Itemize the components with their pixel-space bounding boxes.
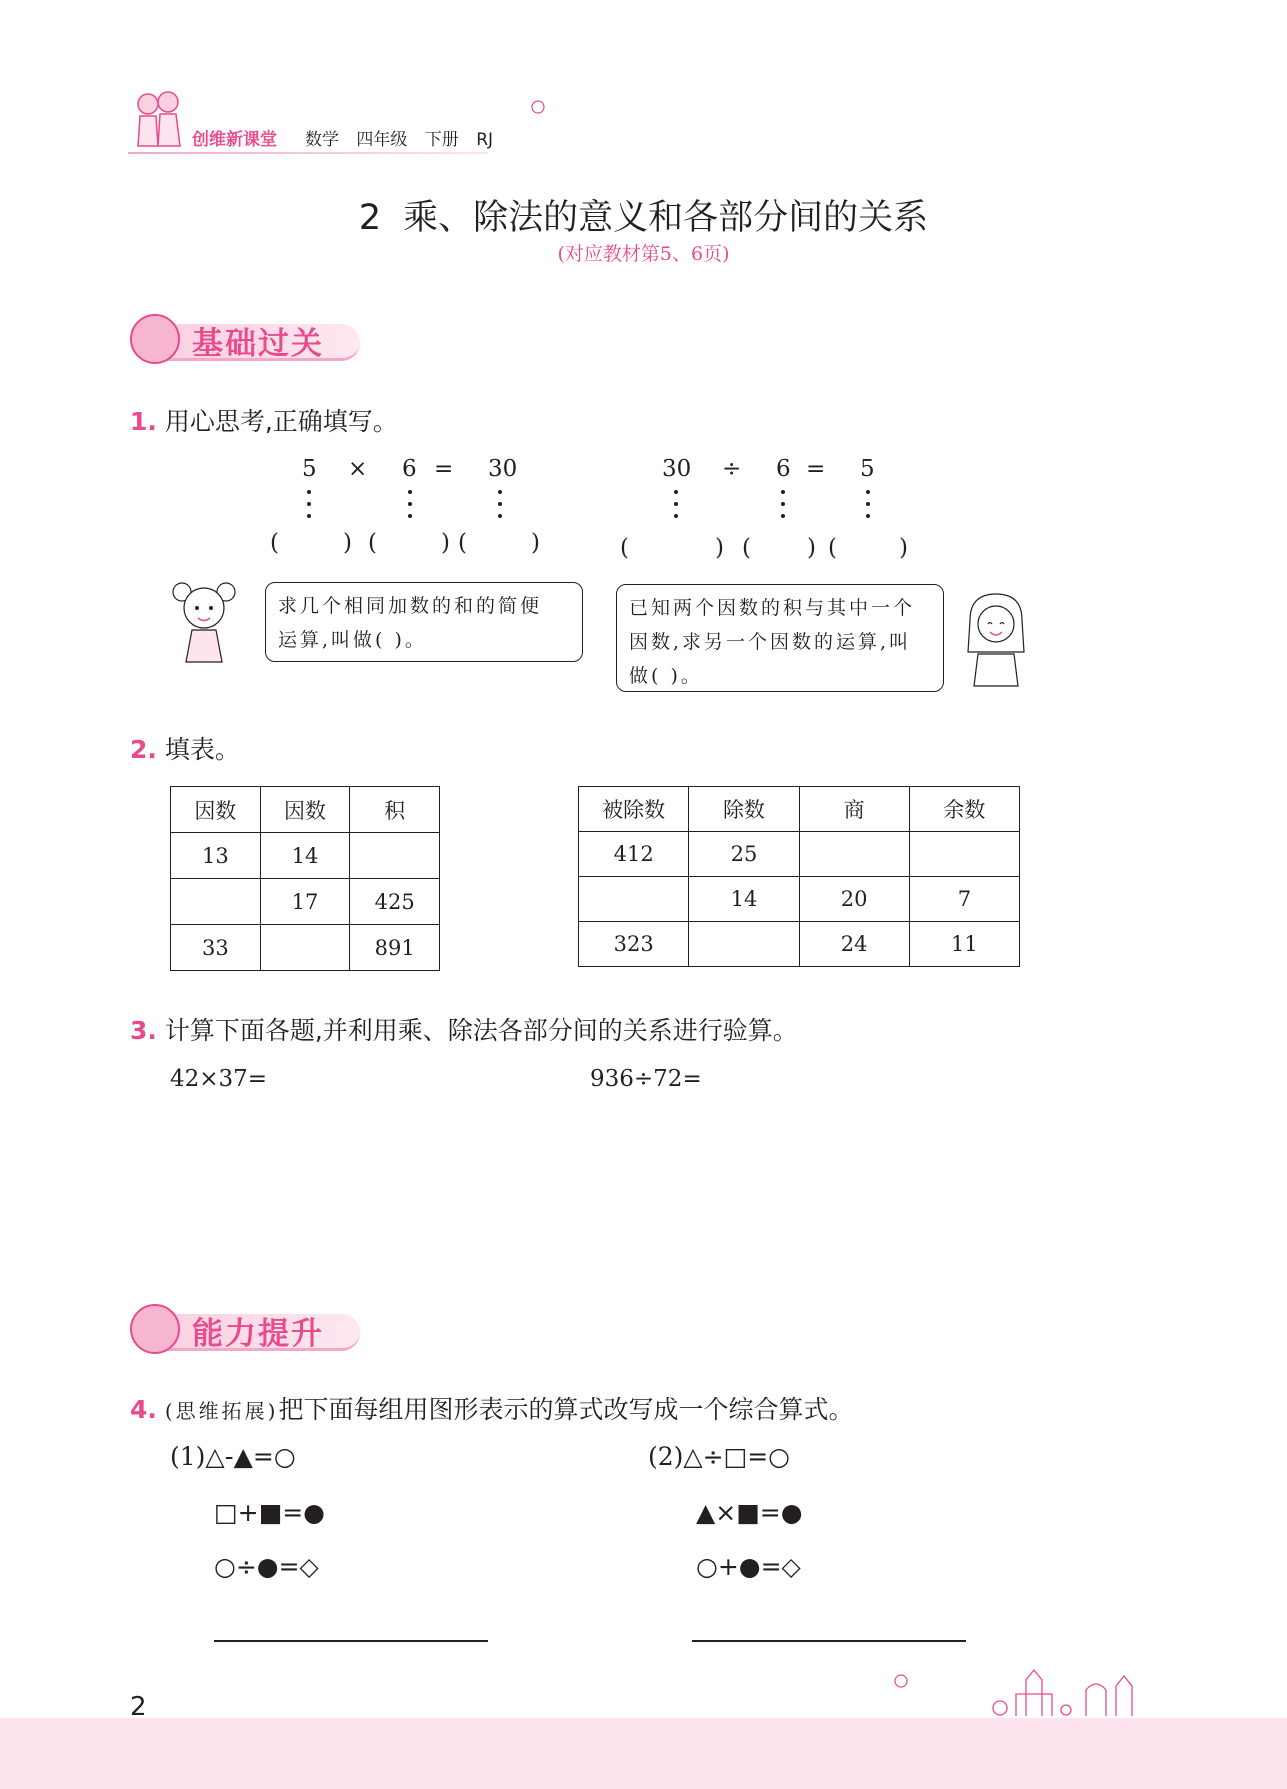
eq1-op: ×	[348, 456, 368, 482]
table-cell: 425	[350, 879, 440, 925]
eq1-c: 30	[488, 456, 518, 482]
table-cell: 891	[350, 925, 440, 971]
question-number: 1.	[130, 407, 157, 436]
page-number: 2	[130, 1692, 147, 1722]
table-cell: 323	[579, 922, 689, 967]
edition-label: RJ	[476, 130, 494, 150]
eq2-dots	[664, 488, 884, 522]
table-row	[579, 922, 1020, 967]
division-table	[578, 786, 1020, 967]
table-cell: 11	[909, 922, 1019, 967]
table-row	[171, 879, 440, 925]
kids-logo-icon	[128, 86, 188, 156]
table-cell-blank[interactable]	[579, 877, 689, 922]
group2-line2: ▲×■=●	[696, 1498, 803, 1527]
table-header: 商	[799, 787, 909, 832]
table-cell-blank[interactable]	[260, 925, 350, 971]
question-3	[130, 1011, 798, 1047]
bubble-right-line3: 做( )。	[629, 665, 703, 687]
section-badge-icon	[130, 1304, 180, 1354]
table-cell-blank[interactable]	[799, 832, 909, 877]
grade-label: 四年级	[356, 130, 408, 150]
question-text: 填表。	[164, 735, 240, 764]
eq1-b: 6	[402, 456, 417, 482]
question-number: 4.	[130, 1395, 157, 1424]
factor-table	[170, 786, 440, 971]
castle-icon	[986, 1650, 1166, 1718]
table-row	[171, 833, 440, 879]
answer-line-1[interactable]	[214, 1640, 488, 1642]
table-row	[171, 925, 440, 971]
table-header: 因数	[171, 787, 261, 833]
bubble-left-line1: 求几个相同加数的和的简便	[278, 595, 543, 617]
section-label: 基础过关	[192, 326, 324, 362]
subject-label: 数学	[305, 130, 339, 150]
table-cell: 412	[579, 832, 689, 877]
eq2-blank-3[interactable]: ( )	[828, 535, 908, 561]
section-basic	[130, 310, 370, 366]
eq1-dots	[300, 488, 520, 522]
lesson-subtitle: (对应教材第5、6页)	[557, 243, 730, 265]
section-badge-icon	[130, 314, 180, 364]
group1-line2: □+■=●	[214, 1498, 325, 1527]
table-cell: 17	[260, 879, 350, 925]
footer-band	[0, 1718, 1287, 1789]
group1-line3: ○÷●=◇	[214, 1552, 319, 1581]
calc-1[interactable]: 42×37=	[170, 1066, 268, 1092]
eq1-blank-2[interactable]: ( )	[368, 530, 450, 556]
calc-2[interactable]: 936÷72=	[590, 1066, 702, 1092]
table-header: 除数	[689, 787, 799, 832]
table-cell: 24	[799, 922, 909, 967]
flower-icon	[528, 98, 548, 116]
table-header: 余数	[909, 787, 1019, 832]
bubble-left-line2: 运算,叫做( )。	[278, 629, 427, 651]
group2-line3: ○+●=◇	[696, 1552, 801, 1581]
question-2	[130, 730, 240, 766]
table-header: 积	[350, 787, 440, 833]
table-cell: 25	[689, 832, 799, 877]
eq2-b: 6	[776, 456, 791, 482]
answer-line-2[interactable]	[692, 1640, 966, 1642]
volume-label: 下册	[424, 130, 459, 150]
table-cell: 20	[799, 877, 909, 922]
question-4	[130, 1390, 853, 1426]
eq2-eq: =	[806, 456, 826, 482]
eq1-blank-3[interactable]: ( )	[458, 530, 540, 556]
eq2-c: 5	[860, 456, 875, 482]
question-1	[130, 402, 398, 438]
table-cell: 33	[171, 925, 261, 971]
group2-line1: (2)△÷□=○	[648, 1442, 790, 1471]
eq2-blank-1[interactable]: ( )	[620, 535, 724, 561]
girl-right-icon	[962, 590, 1030, 688]
table-cell: 14	[689, 877, 799, 922]
table-cell-blank[interactable]	[909, 832, 1019, 877]
eq2-blank-2[interactable]: ( )	[742, 535, 816, 561]
lesson-number: 2	[358, 198, 382, 238]
header-divider	[128, 152, 488, 154]
table-row	[579, 877, 1020, 922]
question-number: 2.	[130, 735, 157, 764]
group2-label: (2)	[648, 1442, 684, 1471]
lesson-title-text: 乘、除法的意义和各部分间的关系	[403, 198, 929, 238]
table-cell: 7	[909, 877, 1019, 922]
question-number: 3.	[130, 1016, 157, 1045]
brand-name: 创维新课堂	[192, 130, 277, 150]
section-label: 能力提升	[192, 1316, 324, 1352]
section-advanced	[130, 1300, 370, 1356]
eq1-eq: =	[434, 456, 454, 482]
girl-left-icon	[168, 578, 240, 666]
table-cell: 13	[171, 833, 261, 879]
group1-line1: (1)△-▲=○	[170, 1442, 296, 1471]
bubble-right-line1: 已知两个因数的积与其中一个	[629, 597, 916, 619]
book-meta	[305, 125, 505, 150]
eq1-blank-1[interactable]: ( )	[270, 530, 352, 556]
table-header: 被除数	[579, 787, 689, 832]
table-row	[579, 832, 1020, 877]
bubble-right-line2: 因数,求另一个因数的运算,叫	[629, 631, 912, 653]
table-cell-blank[interactable]	[350, 833, 440, 879]
table-cell-blank[interactable]	[689, 922, 799, 967]
table-cell: 14	[260, 833, 350, 879]
speech-bubble-right	[616, 584, 944, 692]
speech-bubble-left	[265, 582, 583, 662]
eq1-a: 5	[302, 456, 317, 482]
table-header: 因数	[260, 787, 350, 833]
flower-icon	[890, 1672, 912, 1690]
table-header-row	[579, 787, 1020, 832]
eq2-a: 30	[662, 456, 692, 482]
group1-label: (1)	[170, 1442, 206, 1471]
lesson-title	[0, 190, 1287, 240]
question-tag: (思维拓展)	[164, 1399, 279, 1423]
question-text: 把下面每组用图形表示的算式改写成一个综合算式。	[278, 1395, 854, 1424]
table-cell-blank[interactable]	[171, 879, 261, 925]
table-header-row	[171, 787, 440, 833]
question-text: 用心思考,正确填写。	[164, 407, 398, 436]
eq2-op: ÷	[722, 456, 742, 482]
question-text: 计算下面各题,并利用乘、除法各部分间的关系进行验算。	[164, 1016, 798, 1045]
